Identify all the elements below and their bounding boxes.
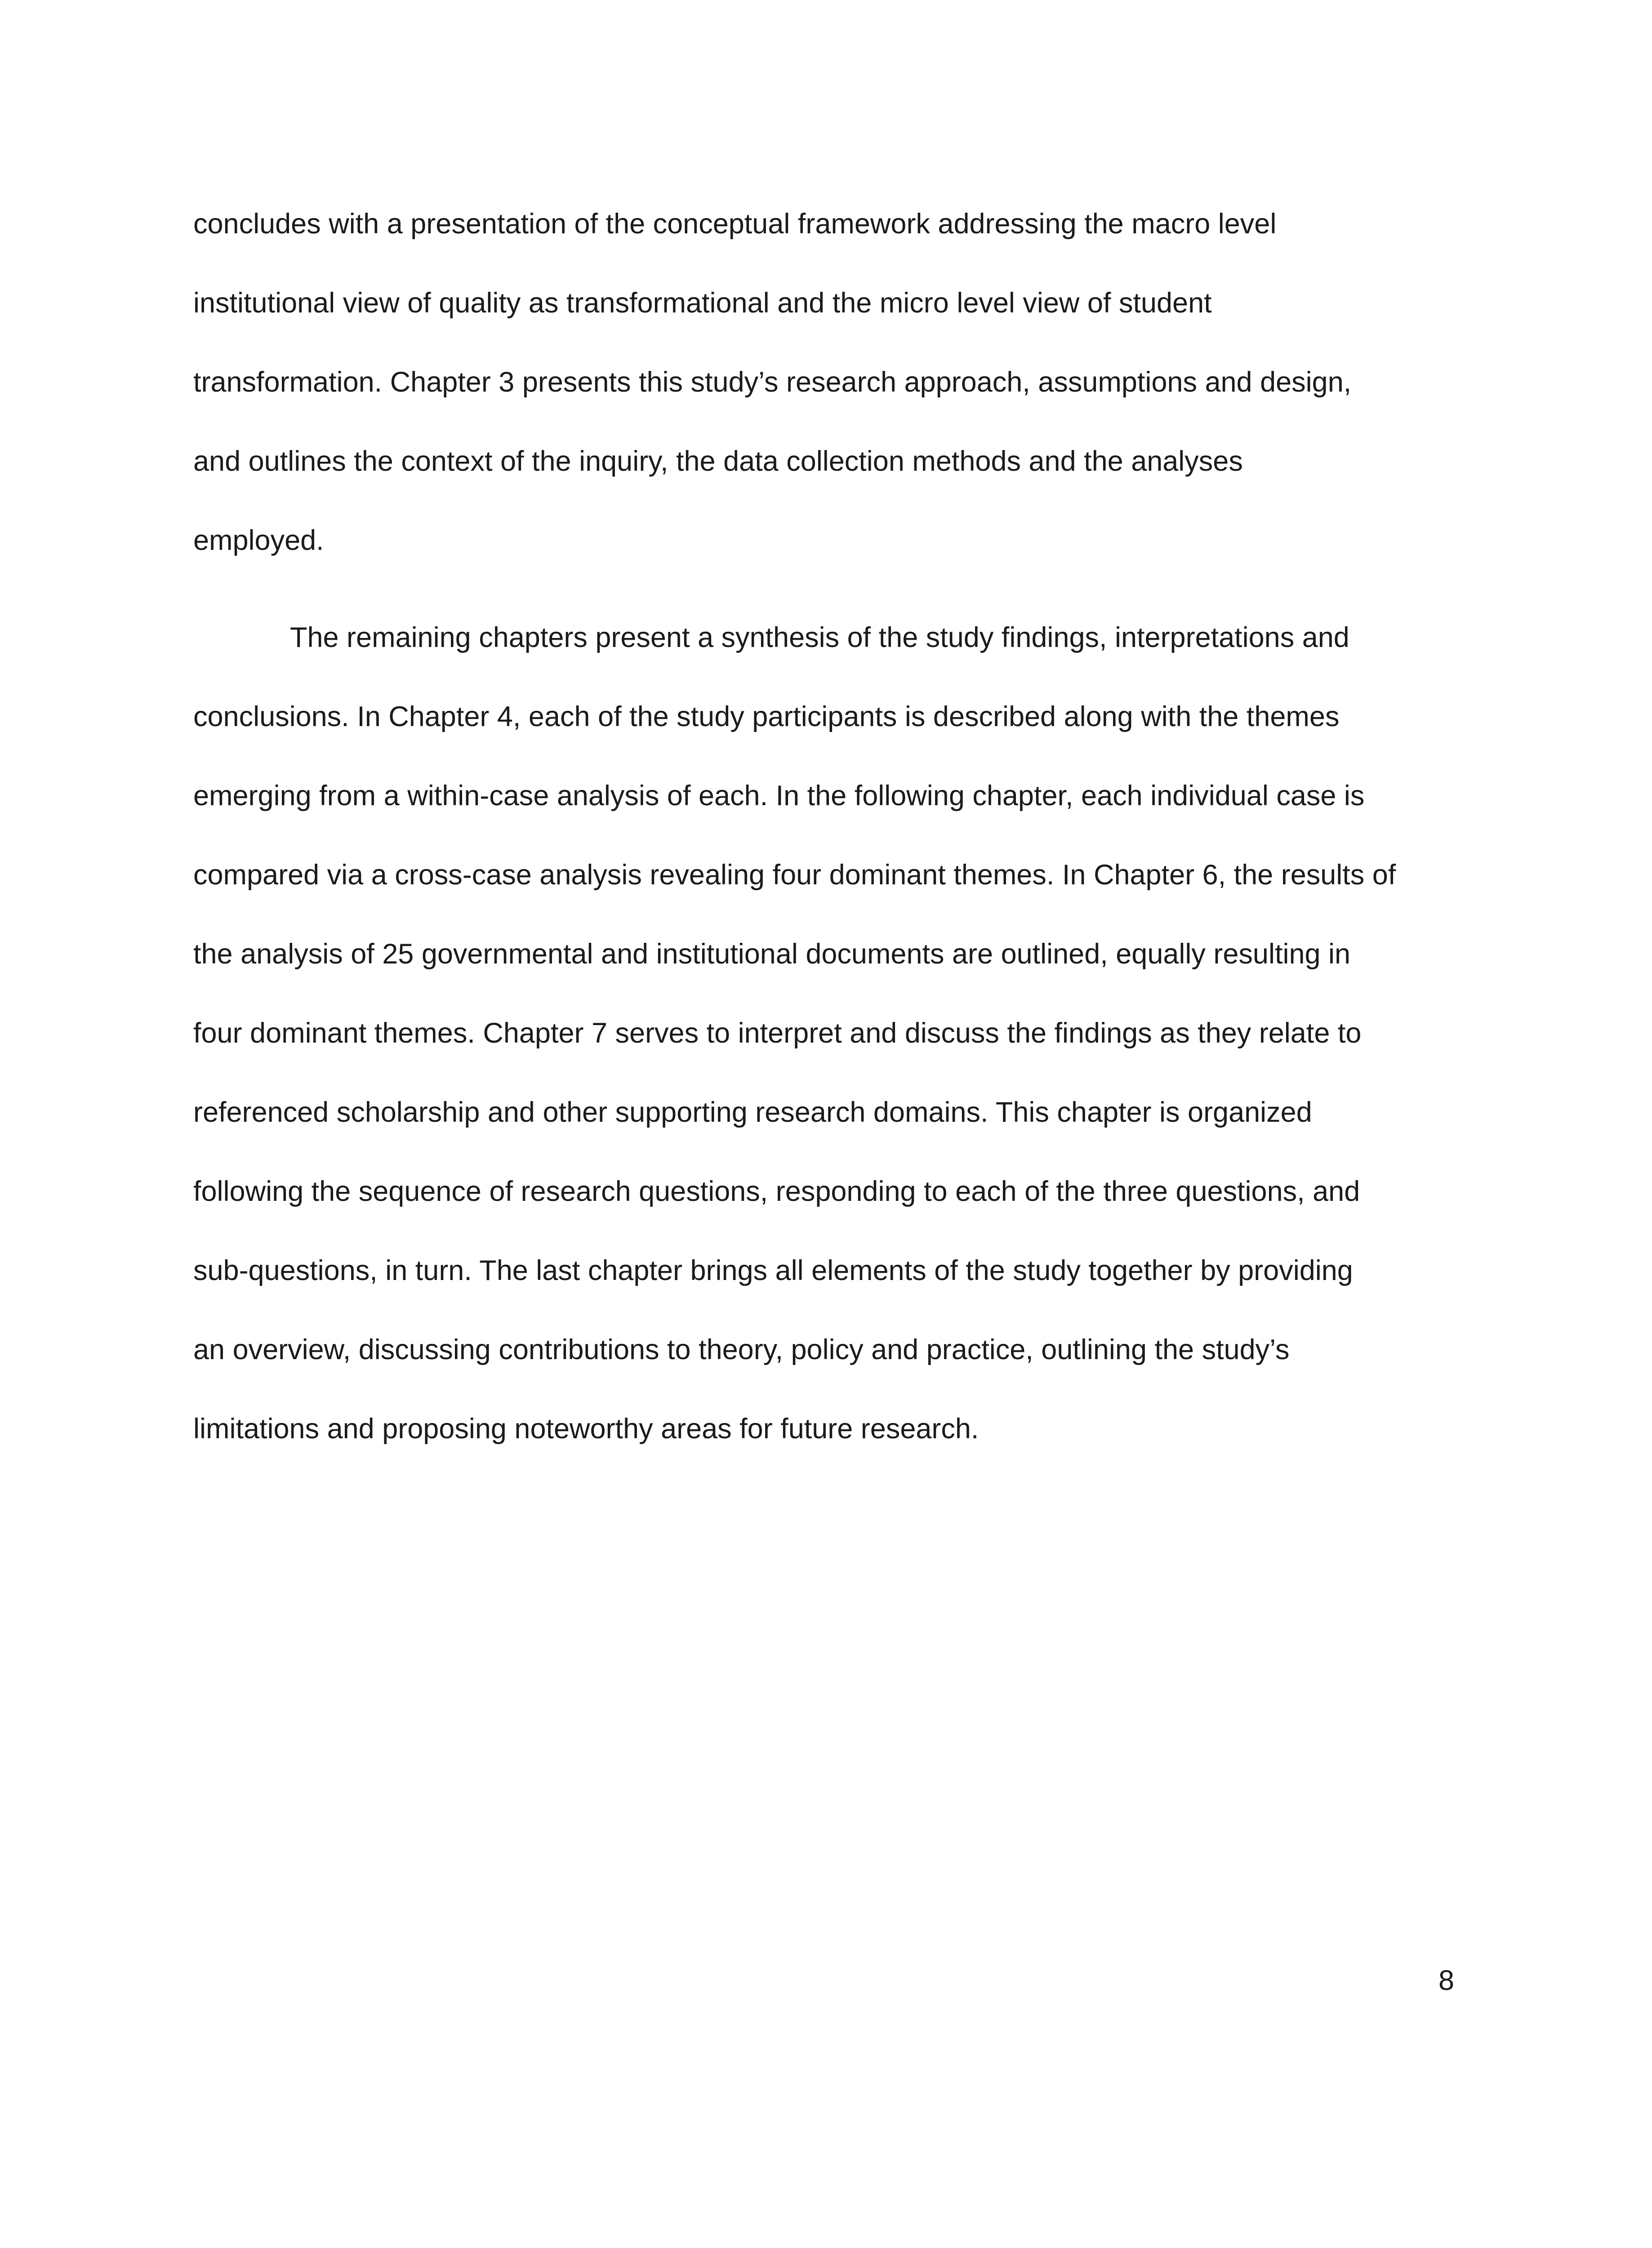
text-line: referenced scholarship and other supporting research domains. This chapter is organized — [193, 1097, 1312, 1128]
text-line: an overview, discussing contributions to theory, policy and practice, outlining the study’s — [193, 1334, 1290, 1365]
text-line: employed. — [193, 525, 324, 556]
text-line: emerging from a within-case analysis of each. In the following chapter, each individual case is — [193, 780, 1365, 812]
paragraph-continuation — [193, 184, 1447, 580]
text-line-indented: The remaining chapters present a synthesis of the study findings, interpretations and — [290, 622, 1349, 653]
text-line: conclusions. In Chapter 4, each of the study participants is described along with the themes — [193, 701, 1340, 732]
page-number: 8 — [1438, 1965, 1454, 1996]
text-line: transformation. Chapter 3 presents this study’s research approach, assumptions and design, — [193, 366, 1352, 398]
text-line: compared via a cross-case analysis revealing four dominant themes. In Chapter 6, the results of — [193, 859, 1396, 891]
text-line: following the sequence of research questions, responding to each of the three questions, and — [193, 1176, 1360, 1207]
text-line: the analysis of 25 governmental and institutional documents are outlined, equally resulting in — [193, 938, 1351, 970]
text-line: concludes with a presentation of the conceptual framework addressing the macro level — [193, 208, 1277, 240]
text-line: institutional view of quality as transformational and the micro level view of student — [193, 287, 1212, 319]
text-line: limitations and proposing noteworthy areas for future research. — [193, 1413, 979, 1445]
text-line: four dominant themes. Chapter 7 serves to interpret and discuss the findings as they relate to — [193, 1017, 1362, 1049]
text-line: and outlines the context of the inquiry, the data collection methods and the analyses — [193, 446, 1243, 477]
paragraph-remaining-chapters — [193, 598, 1447, 1468]
text-line: sub-questions, in turn. The last chapter brings all elements of the study together by providing — [193, 1255, 1353, 1286]
